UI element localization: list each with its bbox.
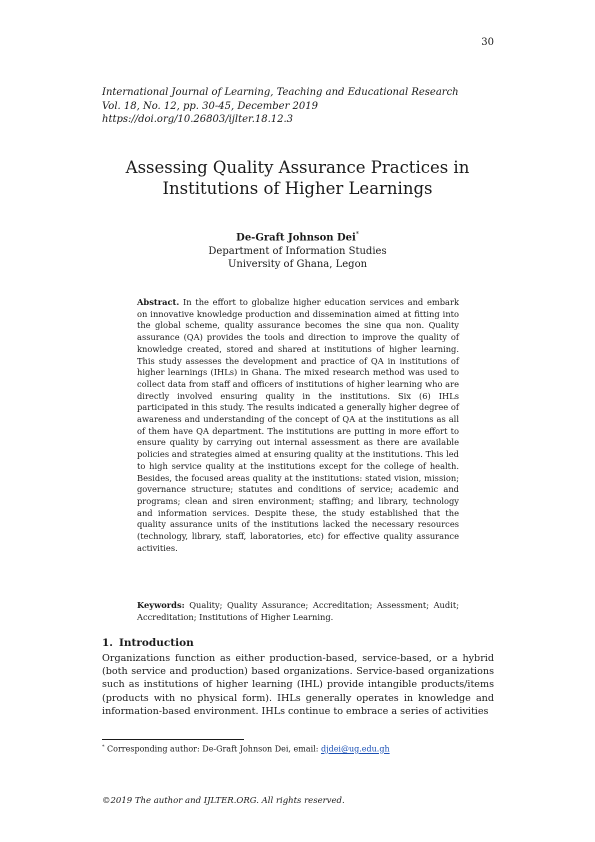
keywords-text: Quality; Quality Assurance; Accreditation; Assessment; Audit; Accreditation; Institutions of Higher Learning. [137, 600, 459, 622]
abstract-label: Abstract. [137, 297, 180, 307]
section-title: Introduction [119, 637, 194, 649]
footnote-email-link[interactable]: djdei@ug.edu.gh [320, 744, 390, 754]
keywords [137, 600, 459, 623]
section-number: 1. [102, 637, 113, 649]
keywords-label: Keywords: [137, 600, 185, 610]
author-block [100, 228, 495, 272]
journal-volume: Vol. 18, No. 12, pp. 30-45, December 2019 [102, 100, 319, 112]
page-number: 30 [481, 37, 494, 48]
paper-title [60, 157, 535, 199]
copyright-notice: ©2019 The author and IJLTER.ORG. All rights reserved. [102, 796, 345, 806]
journal-name: International Journal of Learning, Teaching and Educational Research [102, 87, 459, 98]
author-name: De-Graft Johnson Dei [236, 232, 356, 244]
author-name-line [100, 228, 495, 245]
title-line-1: Assessing Quality Assurance Practices in [125, 158, 470, 177]
author-department: Department of Information Studies [208, 245, 387, 257]
author-marker: * [355, 231, 359, 238]
journal-doi[interactable]: https://doi.org/10.26803/ijlter.18.12.3 [102, 114, 294, 125]
footnote-marker: * [102, 744, 105, 750]
abstract-text: In the effort to globalize higher education services and embark on innovative knowledge production and dissemination aimed at fitting into the global scheme, quality assurance becomes the sine qua non. Quality assurance (QA) provides the tools and direction to improve the quality of knowledge created, stored and shared at institutions of higher learning. This study assesses the development and practice of QA in institutions of higher learnings (IHLs) in Ghana. The mixed research method was used to collect data from staff and officers of institutions of higher learning who are directly involved ensuring quality in the institutions. Six (6) IHLs participated in this study. The results indicated a generally higher degree of awareness and understanding of the concept of QA at the institutions as all of them have QA department. The institutions are putting in more effort to ensure quality by carrying out internal assessment as there are available policies and strategies aimed at ensuring quality at the institutions. This led to high service quality at the institutions except for the college of health. Besides, the focused areas quality at the institutions: stated vision, mission; governance structure; statutes and conditions of service; academic and programs; clean and siren environment; staffing; and library, technology and information services. Despite these, the study established that the quality assurance units of the institutions lacked the necessary resources (technology, library, staff, laboratories, etc) for effective quality assurance activities. [137, 297, 459, 553]
abstract [137, 297, 459, 554]
footnote-divider [102, 739, 244, 740]
journal-header [102, 86, 502, 127]
section-heading [102, 637, 194, 649]
title-line-2: Institutions of Higher Learnings [162, 179, 433, 198]
footnote [102, 744, 390, 754]
author-university: University of Ghana, Legon [227, 259, 368, 271]
footnote-text: Corresponding author: De-Graft Johnson Dei, email: [107, 744, 321, 754]
introduction-paragraph: Organizations function as either production-based, service-based, or a hybrid (both service and production) based organizations. Service-based organizations such as institutions of higher learning (IHL) provide intangible products/items (products with no physical form). IHLs generally operates in knowledge and information-based environment. IHLs continue to embrace a series of activities [102, 653, 494, 717]
